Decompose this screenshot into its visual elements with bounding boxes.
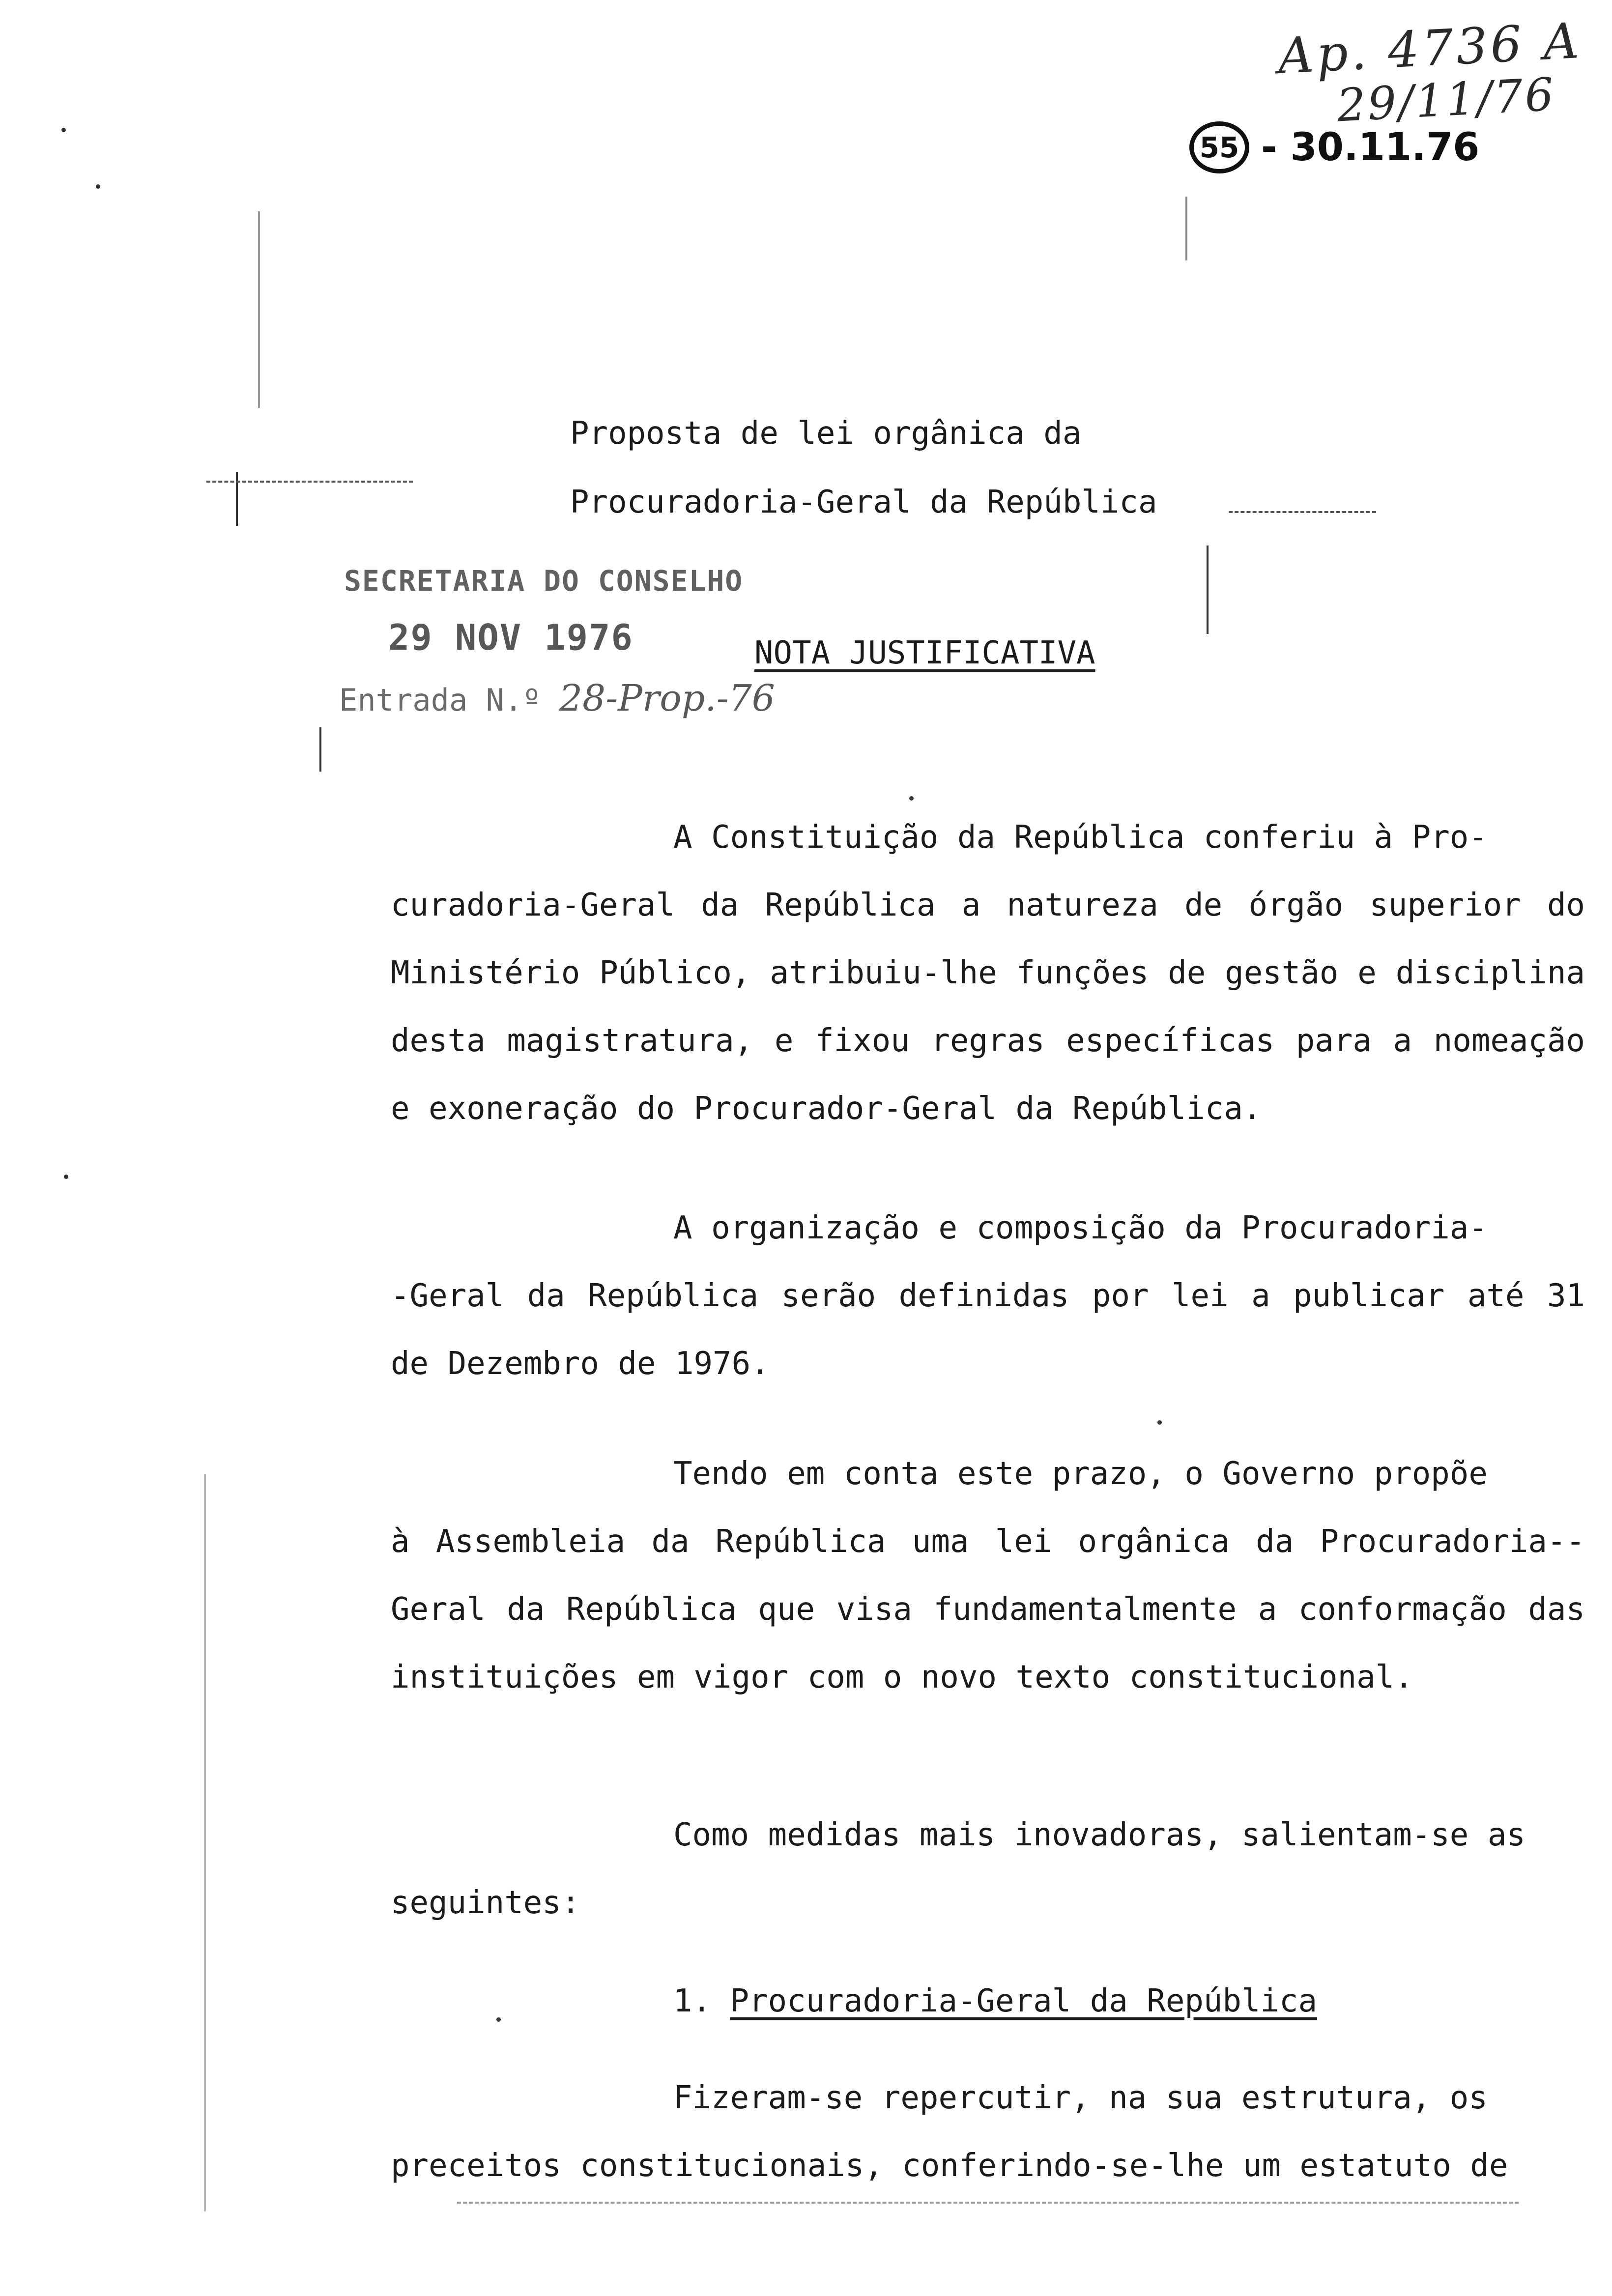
scan-line — [204, 1474, 206, 2211]
paragraph — [391, 804, 1604, 1143]
speck — [64, 1175, 68, 1179]
paragraph-body: preceitos constitucionais, conferindo-se-lhe um estatuto de — [391, 2148, 1508, 2184]
scan-line — [1207, 545, 1209, 634]
proposal-title-line1: Proposta de lei orgânica da — [570, 415, 1082, 452]
paragraph — [391, 1440, 1604, 1711]
speck — [496, 2017, 501, 2022]
speck — [96, 184, 100, 189]
section-number: 1. — [673, 1983, 712, 2019]
paragraph-first-line: Como medidas mais inovadoras, salientam-se as — [673, 1817, 1526, 1853]
stamp-entry-number: 28-Prop.-76 — [559, 677, 775, 719]
stamp-office: SECRETARIA DO CONSELHO — [344, 564, 744, 598]
paragraph-first-line: A Constituição da República conferiu à Pro- — [673, 819, 1488, 856]
paragraph-body: à Assembleia da República uma lei orgânica da Procuradoria--Geral da República que visa fundamentalmente a conformação das instituições em vigor com o novo texto constitucional. — [391, 1523, 1604, 1695]
speck — [1157, 1420, 1162, 1425]
stamp-entry-label: Entrada N.º — [339, 682, 541, 718]
handwritten-reference: Ap. 4736 A — [1276, 11, 1583, 86]
paragraph-body: curadoria-Geral da República a natureza de órgão superior do Ministério Público, atribuiu-lhe funções de gestão e disciplina desta magistratura, e fixou regras específicas para a nomeação e exoneração do Procurador-Geral da República. — [391, 887, 1604, 1127]
paragraph — [391, 1194, 1604, 1398]
section-paragraph — [391, 2064, 1585, 2200]
stamp-date: 29 NOV 1976 — [388, 617, 633, 658]
handwritten-date: 29/11/76 — [1335, 68, 1557, 132]
scan-line — [1185, 197, 1187, 260]
scan-line — [1229, 511, 1376, 515]
section-heading — [673, 1983, 1317, 2019]
registered-date: - 30.11.76 — [1261, 125, 1480, 170]
scan-line — [457, 2202, 1519, 2205]
scan-line — [319, 727, 321, 772]
scan-line — [236, 472, 238, 526]
speck — [909, 796, 914, 801]
scan-line — [206, 481, 413, 484]
stamp-entry — [339, 677, 775, 719]
paragraph-first-line: A organização e composição da Procuradoria- — [673, 1210, 1488, 1246]
paragraph-first-line: Fizeram-se repercutir, na sua estrutura, os — [673, 2080, 1488, 2116]
paragraph — [391, 1801, 1585, 1937]
paragraph-first-line: Tendo em conta este prazo, o Governo propõe — [673, 1456, 1488, 1492]
registration-mark — [1189, 118, 1479, 177]
paragraph-body: seguintes: — [391, 1885, 580, 1921]
section-title: Procuradoria-Geral da República — [730, 1983, 1318, 2019]
scan-line — [258, 211, 260, 408]
proposal-title-line2: Procuradoria-Geral da República — [570, 484, 1157, 520]
document-heading: NOTA JUSTIFICATIVA — [754, 635, 1095, 671]
circled-number: 55 — [1189, 121, 1249, 173]
speck — [61, 128, 66, 132]
paragraph-body: -Geral da República serão definidas por lei a publicar até 31 de Dezembro de 1976. — [391, 1278, 1604, 1382]
